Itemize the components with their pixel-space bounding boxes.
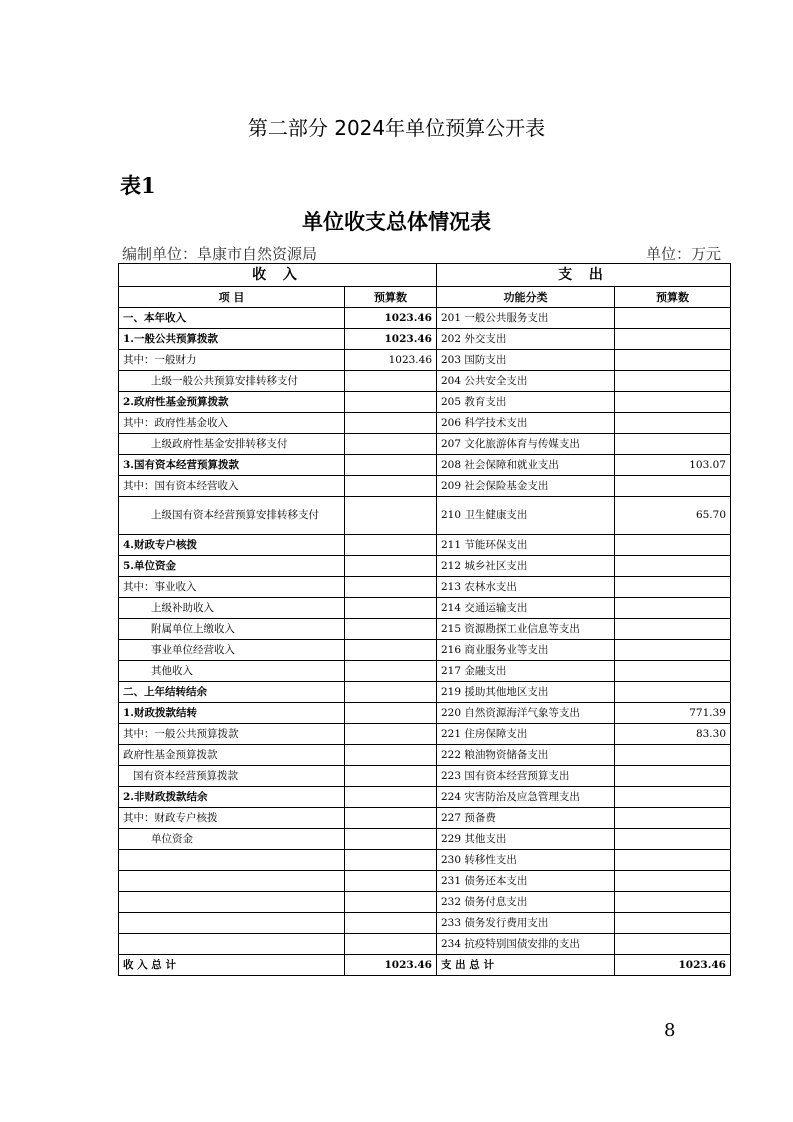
expense-amount-cell [615, 371, 731, 392]
expense-budget-header: 预算数 [615, 287, 731, 308]
income-item-cell: 1.财政拨款结转 [119, 703, 345, 724]
function-class-cell: 233 债务发行费用支出 [437, 913, 615, 934]
column-header-row [119, 287, 731, 308]
income-budget-header: 预算数 [345, 287, 437, 308]
income-item-cell [119, 934, 345, 955]
function-class-cell: 214 交通运输支出 [437, 598, 615, 619]
expense-amount-cell [615, 350, 731, 371]
table-row [119, 682, 731, 703]
page-title: 第二部分 2024年单位预算公开表 [247, 116, 546, 140]
income-item-cell: 2.政府性基金预算拨款 [119, 392, 345, 413]
expense-amount-cell [615, 850, 731, 871]
function-class-cell: 230 转移性支出 [437, 850, 615, 871]
table-row [119, 871, 731, 892]
page-number: 8 [664, 1020, 676, 1041]
function-class-cell: 213 农林水支出 [437, 577, 615, 598]
function-class-cell: 206 科学技术支出 [437, 413, 615, 434]
income-amount-cell [345, 535, 437, 556]
expense-amount-cell [615, 308, 731, 329]
totals-row [119, 955, 731, 976]
income-amount-cell [345, 392, 437, 413]
income-item-cell: 其中：政府性基金收入 [119, 413, 345, 434]
income-item-cell: 2.非财政拨款结余 [119, 787, 345, 808]
function-class-header: 功能分类 [437, 287, 615, 308]
expense-amount-cell [615, 619, 731, 640]
income-item-cell [119, 871, 345, 892]
function-class-cell: 229 其他支出 [437, 829, 615, 850]
income-item-cell: 事业单位经营收入 [119, 640, 345, 661]
expense-amount-cell [615, 476, 731, 497]
function-class-cell: 205 教育支出 [437, 392, 615, 413]
function-class-cell: 210 卫生健康支出 [437, 497, 615, 535]
income-item-cell: 其中：财政专户核拨 [119, 808, 345, 829]
expense-amount-cell [615, 934, 731, 955]
income-amount-cell [345, 934, 437, 955]
table-row [119, 745, 731, 766]
function-class-cell: 227 预备费 [437, 808, 615, 829]
table-row [119, 913, 731, 934]
income-item-cell: 其中：国有资本经营收入 [119, 476, 345, 497]
income-amount-cell [345, 497, 437, 535]
table-row [119, 434, 731, 455]
income-amount-cell [345, 808, 437, 829]
income-amount-cell [345, 413, 437, 434]
income-item-cell: 二、上年结转结余 [119, 682, 345, 703]
table-row [119, 476, 731, 497]
income-item-cell: 国有资本经营预算拨款 [119, 766, 345, 787]
income-amount-cell: 1023.46 [345, 308, 437, 329]
income-item-cell: 其中：一般财力 [119, 350, 345, 371]
income-amount-cell [345, 892, 437, 913]
expense-amount-cell [615, 640, 731, 661]
expense-amount-cell [615, 413, 731, 434]
income-item-cell: 政府性基金预算拨款 [119, 745, 345, 766]
income-amount-cell [345, 829, 437, 850]
function-class-cell: 203 国防支出 [437, 350, 615, 371]
income-amount-cell [345, 371, 437, 392]
income-amount-cell [345, 913, 437, 934]
table-row [119, 350, 731, 371]
income-item-cell [119, 913, 345, 934]
function-class-cell: 202 外交支出 [437, 329, 615, 350]
expense-amount-cell [615, 535, 731, 556]
income-amount-cell [345, 745, 437, 766]
table-row [119, 892, 731, 913]
function-class-cell: 220 自然资源海洋气象等支出 [437, 703, 615, 724]
function-class-cell: 201 一般公共服务支出 [437, 308, 615, 329]
income-amount-cell [345, 577, 437, 598]
function-class-cell: 204 公共安全支出 [437, 371, 615, 392]
expense-amount-cell [615, 745, 731, 766]
function-class-cell: 232 债务付息支出 [437, 892, 615, 913]
table-title: 单位收支总体情况表 [302, 209, 491, 234]
table-row [119, 829, 731, 850]
table-row [119, 808, 731, 829]
function-class-cell: 219 援助其他地区支出 [437, 682, 615, 703]
income-amount-cell [345, 850, 437, 871]
income-amount-cell [345, 434, 437, 455]
table-row [119, 535, 731, 556]
table-number: 表1 [120, 173, 156, 198]
function-class-cell: 224 灾害防治及应急管理支出 [437, 787, 615, 808]
function-class-cell: 217 金融支出 [437, 661, 615, 682]
expense-amount-cell: 65.70 [615, 497, 731, 535]
income-amount-cell [345, 619, 437, 640]
function-class-cell: 231 债务还本支出 [437, 871, 615, 892]
income-amount-cell [345, 476, 437, 497]
income-amount-cell [345, 455, 437, 476]
income-item-cell: 上级政府性基金安排转移支付 [119, 434, 345, 455]
compiler-unit: 编制单位：阜康市自然资源局 [122, 245, 318, 263]
function-class-cell: 212 城乡社区支出 [437, 556, 615, 577]
income-amount-cell [345, 703, 437, 724]
expense-amount-cell: 103.07 [615, 455, 731, 476]
income-item-cell: 其中：事业收入 [119, 577, 345, 598]
table-row [119, 787, 731, 808]
table-row [119, 392, 731, 413]
income-item-cell: 5.单位资金 [119, 556, 345, 577]
table-row [119, 598, 731, 619]
expense-amount-cell [615, 556, 731, 577]
function-class-cell: 221 住房保障支出 [437, 724, 615, 745]
table-row [119, 661, 731, 682]
expense-group-header: 支 出 [437, 264, 731, 287]
income-item-cell: 上级国有资本经营预算安排转移支付 [119, 497, 345, 535]
function-class-cell: 209 社会保险基金支出 [437, 476, 615, 497]
expense-amount-cell [615, 598, 731, 619]
income-item-cell: 其中：一般公共预算拨款 [119, 724, 345, 745]
budget-table [118, 263, 731, 976]
income-amount-cell [345, 640, 437, 661]
expense-amount-cell [615, 913, 731, 934]
income-item-cell: 其他收入 [119, 661, 345, 682]
income-amount-cell [345, 766, 437, 787]
table-row [119, 577, 731, 598]
group-header-row [119, 264, 731, 287]
income-amount-cell [345, 556, 437, 577]
income-item-cell [119, 892, 345, 913]
expense-total-amount: 1023.46 [615, 955, 731, 976]
table-row [119, 934, 731, 955]
function-class-cell: 211 节能环保支出 [437, 535, 615, 556]
income-item-cell: 一、本年收入 [119, 308, 345, 329]
table-row [119, 413, 731, 434]
expense-amount-cell [615, 434, 731, 455]
function-class-cell: 234 抗疫特别国债安排的支出 [437, 934, 615, 955]
income-item-cell: 上级一般公共预算安排转移支付 [119, 371, 345, 392]
table-row [119, 724, 731, 745]
table-row [119, 619, 731, 640]
function-class-cell: 208 社会保障和就业支出 [437, 455, 615, 476]
expense-amount-cell [615, 892, 731, 913]
expense-amount-cell [615, 829, 731, 850]
expense-amount-cell [615, 682, 731, 703]
expense-amount-cell [615, 808, 731, 829]
expense-amount-cell: 83.30 [615, 724, 731, 745]
income-amount-cell [345, 871, 437, 892]
table-row [119, 329, 731, 350]
table-row [119, 497, 731, 535]
income-item-cell: 附属单位上缴收入 [119, 619, 345, 640]
income-total-label: 收 入 总 计 [119, 955, 345, 976]
income-amount-cell: 1023.46 [345, 329, 437, 350]
income-amount-cell [345, 724, 437, 745]
income-item-cell [119, 850, 345, 871]
item-header: 项 目 [119, 287, 345, 308]
income-item-cell: 单位资金 [119, 829, 345, 850]
table-row [119, 455, 731, 476]
income-amount-cell [345, 661, 437, 682]
table-row [119, 850, 731, 871]
income-group-header: 收 入 [119, 264, 437, 287]
income-item-cell: 3.国有资本经营预算拨款 [119, 455, 345, 476]
income-amount-cell [345, 787, 437, 808]
function-class-cell: 222 粮油物资储备支出 [437, 745, 615, 766]
table-row [119, 703, 731, 724]
table-row [119, 640, 731, 661]
function-class-cell: 215 资源勘探工业信息等支出 [437, 619, 615, 640]
income-item-cell: 上级补助收入 [119, 598, 345, 619]
expense-amount-cell: 771.39 [615, 703, 731, 724]
function-class-cell: 223 国有资本经营预算支出 [437, 766, 615, 787]
function-class-cell: 207 文化旅游体育与传媒支出 [437, 434, 615, 455]
income-amount-cell [345, 682, 437, 703]
income-amount-cell [345, 598, 437, 619]
currency-unit: 单位：万元 [645, 245, 721, 263]
income-item-cell: 1.一般公共预算拨款 [119, 329, 345, 350]
function-class-cell: 216 商业服务业等支出 [437, 640, 615, 661]
table-row [119, 556, 731, 577]
expense-amount-cell [615, 661, 731, 682]
expense-amount-cell [615, 329, 731, 350]
income-total-amount: 1023.46 [345, 955, 437, 976]
table-row [119, 308, 731, 329]
expense-amount-cell [615, 392, 731, 413]
expense-total-label: 支 出 总 计 [437, 955, 615, 976]
table-row [119, 766, 731, 787]
table-row [119, 371, 731, 392]
expense-amount-cell [615, 871, 731, 892]
expense-amount-cell [615, 577, 731, 598]
income-amount-cell: 1023.46 [345, 350, 437, 371]
expense-amount-cell [615, 787, 731, 808]
expense-amount-cell [615, 766, 731, 787]
income-item-cell: 4.财政专户核拨 [119, 535, 345, 556]
